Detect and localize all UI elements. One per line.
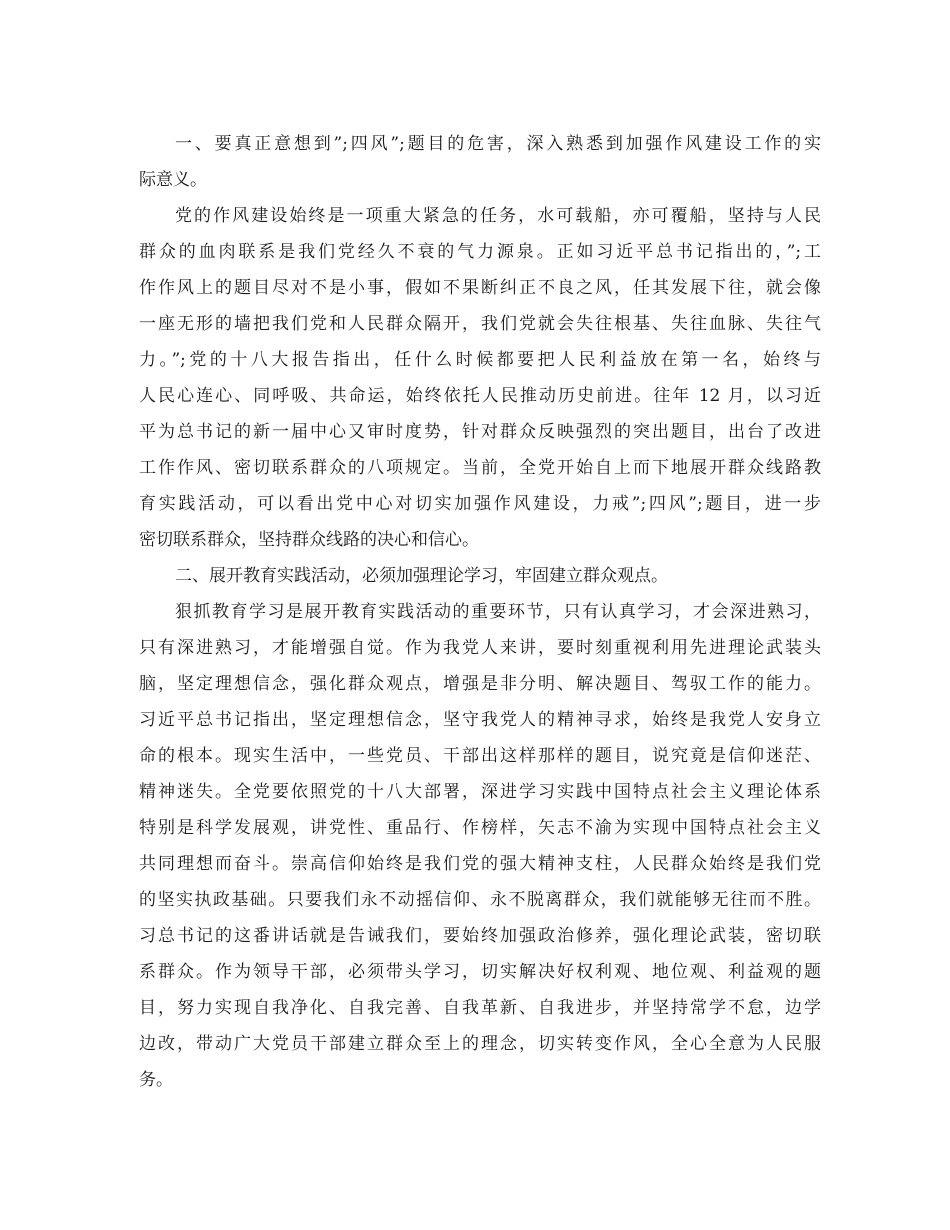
paragraph-body-2 xyxy=(139,594,821,1098)
text-line: 只有深进熟习，才能增强自觉。作为我党人来讲，要时刻重视利用先进理论武装头 xyxy=(139,638,821,658)
text-line: 际意义。 xyxy=(139,170,207,190)
text-line: 平为总书记的新一届中心又审时度势，针对群众反映强烈的突出题目，出台了改进 xyxy=(139,422,821,442)
text-line: 脑，坚定理想信念，强化群众观点，增强是非分明、解决题目、驾驭工作的能力。 xyxy=(139,674,821,694)
text-line: 一座无形的墙把我们党和人民群众隔开，我们党就会失往根基、失往血脉、失往气 xyxy=(139,314,821,334)
paragraph-heading-1 xyxy=(139,126,821,198)
text-line: 育实践活动，可以看出党中心对切实加强作风建设，力戒”;四风”;题目，进一步 xyxy=(139,494,821,514)
text-line: 群众的血肉联系是我们党经久不衰的气力源泉。正如习近平总书记指出的，”;工 xyxy=(139,242,821,262)
text-line: 命的根本。现实生活中，一些党员、干部出这样那样的题目，说究竟是信仰迷茫、 xyxy=(139,746,821,766)
text-line: 党的作风建设始终是一项重大紧急的任务，水可载船，亦可覆船，坚持与人民 xyxy=(175,206,821,226)
text-line: 密切联系群众，坚持群众线路的决心和信心。 xyxy=(139,530,479,550)
text-line: 的坚实执政基础。只要我们永不动摇信仰、永不脱离群众，我们就能够无往而不胜。 xyxy=(139,890,821,910)
text-line: 目，努力实现自我净化、自我完善、自我革新、自我进步，并坚持常学不怠，边学 xyxy=(139,998,821,1018)
text-line: 一、要真正意想到”;四风”;题目的危害，深入熟悉到加强作风建设工作的实 xyxy=(175,134,821,154)
text-line: 精神迷失。全党要依照党的十八大部署，深进学习实践中国特点社会主义理论体系 xyxy=(139,782,821,802)
document-body xyxy=(139,126,821,1098)
text-line: 系群众。作为领导干部，必须带头学习，切实解决好权利观、地位观、利益观的题 xyxy=(139,962,821,982)
paragraph-heading-2 xyxy=(139,558,821,594)
text-line: 特别是科学发展观，讲党性、重品行、作榜样，矢志不渝为实现中国特点社会主义 xyxy=(139,818,821,838)
text-line: 共同理想而奋斗。崇高信仰始终是我们党的强大精神支柱，人民群众始终是我们党 xyxy=(139,854,821,874)
text-line: 狠抓教育学习是展开教育实践活动的重要环节，只有认真学习，才会深进熟习， xyxy=(175,602,821,622)
text-line: 习近平总书记指出，坚定理想信念，坚守我党人的精神寻求，始终是我党人安身立 xyxy=(139,710,821,730)
text-line: 力。”;党的十八大报告指出，任什么时候都要把人民利益放在第一名，始终与 xyxy=(139,350,821,370)
text-line: 作作风上的题目尽对不是小事，假如不果断纠正不良之风，任其发展下往，就会像 xyxy=(139,278,821,298)
text-line: 人民心连心、同呼吸、共命运，始终依托人民推动历史前进。往年 12 月，以习近 xyxy=(139,386,821,406)
text-line: 边改，带动广大党员干部建立群众至上的理念，切实转变作风，全心全意为人民服 xyxy=(139,1034,821,1054)
text-line: 习总书记的这番讲话就是告诫我们，要始终加强政治修养，强化理论武装，密切联 xyxy=(139,926,821,946)
paragraph-body-1 xyxy=(139,198,821,558)
text-line: 务。 xyxy=(139,1070,173,1090)
text-line: 二、展开教育实践活动，必须加强理论学习，牢固建立群众观点。 xyxy=(175,566,668,586)
text-line: 工作作风、密切联系群众的八项规定。当前，全党开始自上而下地展开群众线路教 xyxy=(139,458,821,478)
